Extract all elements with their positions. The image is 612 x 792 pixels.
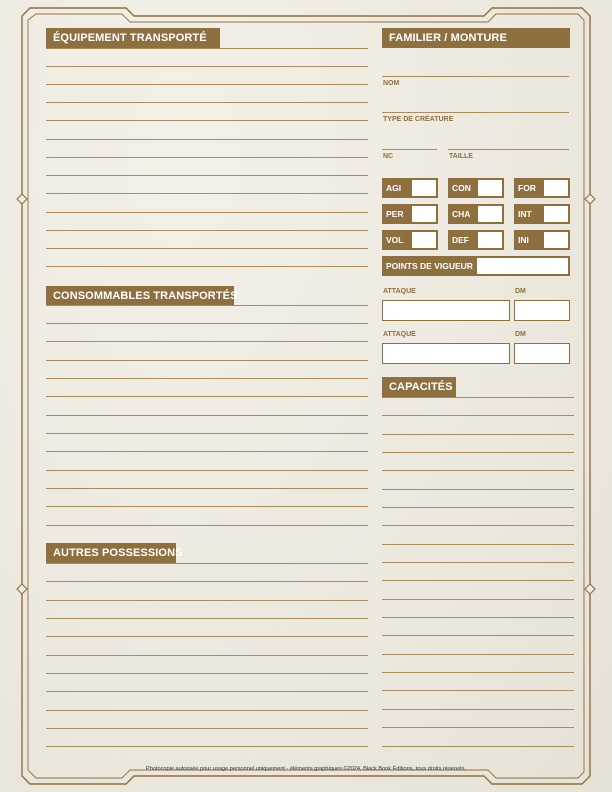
write-line[interactable]	[382, 617, 574, 618]
name-label: NOM	[383, 80, 400, 87]
abilities-lines[interactable]	[382, 397, 574, 749]
write-line[interactable]	[46, 710, 368, 711]
write-line[interactable]	[46, 341, 368, 342]
write-line[interactable]	[382, 580, 574, 581]
stat-for[interactable]	[514, 178, 570, 198]
write-line[interactable]	[46, 655, 368, 656]
write-line[interactable]	[46, 433, 368, 434]
write-line[interactable]	[46, 451, 368, 452]
write-line[interactable]	[382, 635, 574, 636]
write-line[interactable]	[382, 470, 574, 471]
consumables-lines[interactable]	[46, 305, 368, 530]
write-line[interactable]	[382, 727, 574, 728]
write-line[interactable]	[382, 525, 574, 526]
stat-label: AGI	[386, 183, 402, 193]
creature-type-line[interactable]	[382, 112, 569, 113]
stat-value-box[interactable]	[478, 206, 502, 222]
vigor-value-box[interactable]	[477, 258, 568, 274]
write-line[interactable]	[46, 636, 368, 637]
stat-label: FOR	[518, 183, 536, 193]
write-line[interactable]	[46, 673, 368, 674]
stat-label: VOL	[386, 235, 404, 245]
stat-label: CHA	[452, 209, 471, 219]
copyright-footer: Photocopie autorisée pour usage personnel uniquement - éléments graphiques ©2024, Black Book Éditions, tous droits réservés.	[145, 766, 467, 772]
write-line[interactable]	[382, 415, 574, 416]
write-line[interactable]	[46, 175, 368, 176]
vigor-field[interactable]	[382, 256, 570, 276]
stat-value-box[interactable]	[412, 232, 436, 248]
stat-value-box[interactable]	[478, 180, 502, 196]
write-line[interactable]	[382, 654, 574, 655]
nc-line[interactable]	[382, 149, 437, 150]
stat-con[interactable]	[448, 178, 504, 198]
damage-label: DM	[515, 288, 526, 295]
attack-input[interactable]	[382, 343, 510, 364]
write-line[interactable]	[46, 323, 368, 324]
write-line[interactable]	[46, 266, 368, 267]
stat-label: INT	[518, 209, 532, 219]
write-line[interactable]	[46, 415, 368, 416]
write-line[interactable]	[46, 230, 368, 231]
stat-label: INI	[518, 235, 529, 245]
write-line[interactable]	[46, 563, 368, 564]
write-line[interactable]	[46, 305, 368, 306]
size-line[interactable]	[448, 149, 569, 150]
equipment-header: ÉQUIPEMENT TRANSPORTÉ	[46, 28, 220, 48]
abilities-header: CAPACITÉS	[382, 377, 456, 397]
stat-per[interactable]	[382, 204, 438, 224]
write-line[interactable]	[46, 728, 368, 729]
write-line[interactable]	[46, 157, 368, 158]
attack-input[interactable]	[382, 300, 510, 321]
write-line[interactable]	[382, 672, 574, 673]
write-line[interactable]	[382, 562, 574, 563]
write-line[interactable]	[382, 489, 574, 490]
write-line[interactable]	[46, 193, 368, 194]
write-line[interactable]	[46, 600, 368, 601]
write-line[interactable]	[46, 618, 368, 619]
stat-ini[interactable]	[514, 230, 570, 250]
write-line[interactable]	[46, 66, 368, 67]
write-line[interactable]	[46, 212, 368, 213]
write-line[interactable]	[46, 139, 368, 140]
write-line[interactable]	[46, 48, 368, 49]
write-line[interactable]	[46, 102, 368, 103]
write-line[interactable]	[382, 746, 574, 747]
write-line[interactable]	[46, 525, 368, 526]
stat-value-box[interactable]	[544, 206, 568, 222]
write-line[interactable]	[46, 470, 368, 471]
write-line[interactable]	[46, 248, 368, 249]
write-line[interactable]	[46, 396, 368, 397]
vigor-label: POINTS DE VIGUEUR	[386, 261, 473, 271]
stat-label: PER	[386, 209, 404, 219]
stat-vol[interactable]	[382, 230, 438, 250]
write-line[interactable]	[46, 581, 368, 582]
damage-input[interactable]	[514, 300, 570, 321]
write-line[interactable]	[46, 506, 368, 507]
write-line[interactable]	[382, 397, 574, 398]
attack-label: ATTAQUE	[383, 288, 416, 295]
attack-label: ATTAQUE	[383, 331, 416, 338]
stat-agi[interactable]	[382, 178, 438, 198]
write-line[interactable]	[382, 434, 574, 435]
damage-label: DM	[515, 331, 526, 338]
write-line[interactable]	[46, 488, 368, 489]
write-line[interactable]	[382, 452, 574, 453]
stat-value-box[interactable]	[544, 180, 568, 196]
stat-value-box[interactable]	[478, 232, 502, 248]
damage-input[interactable]	[514, 343, 570, 364]
write-line[interactable]	[46, 84, 368, 85]
other-possessions-header: AUTRES POSSESSIONS	[46, 543, 176, 563]
write-line[interactable]	[382, 690, 574, 691]
write-line[interactable]	[382, 507, 574, 508]
equipment-lines[interactable]	[46, 48, 368, 278]
name-line[interactable]	[382, 76, 569, 77]
stat-label: DEF	[452, 235, 469, 245]
familiar-header: FAMILIER / MONTURE	[382, 28, 570, 48]
write-line[interactable]	[46, 746, 368, 747]
other-possessions-lines[interactable]	[46, 563, 368, 753]
write-line[interactable]	[382, 544, 574, 545]
write-line[interactable]	[46, 378, 368, 379]
write-line[interactable]	[46, 360, 368, 361]
write-line[interactable]	[46, 120, 368, 121]
size-label: TAILLE	[449, 153, 473, 160]
stat-value-box[interactable]	[412, 206, 436, 222]
stat-label: CON	[452, 183, 471, 193]
write-line[interactable]	[46, 691, 368, 692]
creature-type-label: TYPE DE CRÉATURE	[383, 116, 454, 123]
write-line[interactable]	[382, 709, 574, 710]
stat-value-box[interactable]	[544, 232, 568, 248]
stat-cha[interactable]	[448, 204, 504, 224]
nc-label: NC	[383, 153, 394, 160]
stat-def[interactable]	[448, 230, 504, 250]
write-line[interactable]	[382, 599, 574, 600]
consumables-header: CONSOMMABLES TRANSPORTÉS	[46, 286, 234, 306]
stat-int[interactable]	[514, 204, 570, 224]
stat-value-box[interactable]	[412, 180, 436, 196]
